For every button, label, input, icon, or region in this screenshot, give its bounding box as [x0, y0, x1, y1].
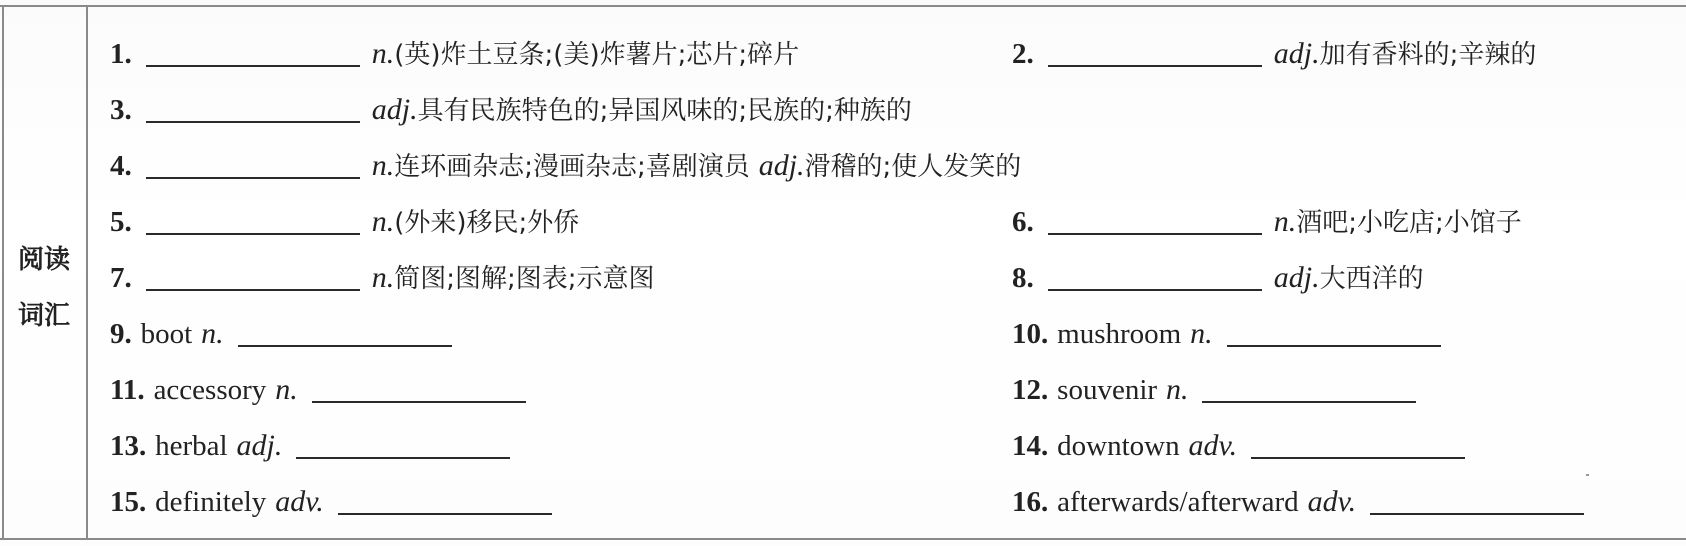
item-number: 6 [1012, 206, 1027, 238]
english-word: downtown [1057, 430, 1180, 462]
english-word: boot [140, 318, 193, 350]
vocab-item-2: 2. adj.加有香料的;辛辣的 [1012, 37, 1537, 70]
vocab-item-16: 16. afterwards/afterward adv. [1012, 474, 1596, 530]
answer-blank[interactable] [1227, 345, 1441, 347]
item-number: 9 [110, 318, 125, 350]
item-number: 4 [110, 150, 125, 182]
definition: 连环画杂志;漫画杂志;喜剧演员 [394, 152, 750, 182]
answer-blank[interactable] [146, 233, 360, 235]
section-label-line-2: 词汇 [17, 301, 70, 331]
part-of-speech-2: adj. [758, 149, 805, 182]
english-word: definitely [155, 486, 267, 518]
vocab-item-12: 12. souvenir n. [1012, 362, 1428, 418]
part-of-speech: n. [1190, 317, 1213, 350]
part-of-speech: adv. [1307, 485, 1357, 518]
part-of-speech: n. [371, 37, 395, 70]
section-label-line-1: 阅读 [17, 245, 70, 275]
part-of-speech: n. [371, 261, 395, 294]
part-of-speech: adj. [1273, 261, 1320, 294]
item-number: 5 [110, 206, 125, 238]
label-divider [86, 5, 88, 538]
english-word: accessory [153, 374, 267, 406]
definition: 加有香料的;辛辣的 [1319, 40, 1537, 70]
answer-blank[interactable] [1048, 233, 1262, 235]
part-of-speech: adv. [1188, 429, 1238, 462]
vocab-item-5: 5. n.(外来)移民;外侨 [110, 205, 580, 238]
answer-blank[interactable] [1048, 289, 1262, 291]
item-number: 16 [1012, 486, 1041, 518]
item-number: 10 [1012, 318, 1041, 350]
vocab-item-6: 6. n.酒吧;小吃店;小馆子 [1012, 205, 1522, 238]
section-label [4, 232, 84, 344]
item-number: 3 [110, 94, 125, 126]
vocab-item-11: 11. accessory n. [110, 362, 538, 418]
english-word: souvenir [1057, 374, 1158, 406]
part-of-speech: n. [371, 149, 395, 182]
vocab-item-14: 14. downtown adv. [1012, 418, 1477, 474]
item-number: 13 [110, 430, 139, 462]
english-word: afterwards/afterward [1057, 486, 1299, 518]
answer-blank[interactable] [146, 121, 360, 123]
print-speck [1586, 474, 1589, 476]
part-of-speech: n. [275, 373, 298, 406]
definition: (英)炸土豆条;(美)炸薯片;芯片;碎片 [394, 40, 800, 70]
bottom-border [0, 538, 1686, 540]
vocab-item-4: 4. n.连环画杂志;漫画杂志;喜剧演员 adj.滑稽的;使人发笑的 [110, 149, 1022, 182]
answer-blank[interactable] [146, 177, 360, 179]
answer-blank[interactable] [312, 401, 526, 403]
answer-blank[interactable] [1251, 457, 1465, 459]
part-of-speech: n. [201, 317, 224, 350]
vocab-item-15: 15. definitely adv. [110, 474, 564, 530]
vocab-item-3: 3. adj.具有民族特色的;异国风味的;民族的;种族的 [110, 93, 912, 126]
top-border [0, 5, 1686, 7]
vocab-item-8: 8. adj.大西洋的 [1012, 261, 1424, 294]
answer-blank[interactable] [338, 513, 552, 515]
english-word: herbal [155, 430, 228, 462]
definition: 大西洋的 [1319, 264, 1424, 294]
definition-2: 滑稽的;使人发笑的 [804, 152, 1022, 182]
vocab-item-1: 1. n.(英)炸土豆条;(美)炸薯片;芯片;碎片 [110, 37, 800, 70]
vocab-item-13: 13. herbal adj. [110, 418, 522, 474]
vocab-item-9: 9. boot n. [110, 306, 464, 362]
definition: 简图;图解;图表;示意图 [394, 264, 655, 294]
item-number: 15 [110, 486, 139, 518]
answer-blank[interactable] [146, 65, 360, 67]
item-number: 11 [110, 374, 138, 406]
vocab-item-10: 10. mushroom n. [1012, 306, 1453, 362]
answer-blank[interactable] [1370, 513, 1584, 515]
item-number: 8 [1012, 262, 1027, 294]
answer-blank[interactable] [1202, 401, 1416, 403]
item-number: 7 [110, 262, 125, 294]
answer-blank[interactable] [296, 457, 510, 459]
definition: 具有民族特色的;异国风味的;民族的;种族的 [417, 96, 912, 126]
item-number: 12 [1012, 374, 1041, 406]
part-of-speech: n. [1273, 205, 1297, 238]
answer-blank[interactable] [1048, 65, 1262, 67]
part-of-speech: adj. [371, 93, 418, 126]
item-number: 14 [1012, 430, 1041, 462]
part-of-speech: adv. [275, 485, 324, 518]
item-number: 2 [1012, 38, 1027, 70]
english-word: mushroom [1057, 318, 1182, 350]
answer-blank[interactable] [238, 345, 452, 347]
answer-blank[interactable] [146, 289, 360, 291]
part-of-speech: adj. [1273, 37, 1320, 70]
part-of-speech: n. [1165, 373, 1189, 406]
item-number: 1 [110, 38, 125, 70]
vocab-item-7: 7. n.简图;图解;图表;示意图 [110, 261, 655, 294]
part-of-speech: n. [371, 205, 395, 238]
definition: 酒吧;小吃店;小馆子 [1296, 208, 1522, 238]
definition: (外来)移民;外侨 [394, 208, 580, 238]
part-of-speech: adj. [236, 429, 283, 462]
